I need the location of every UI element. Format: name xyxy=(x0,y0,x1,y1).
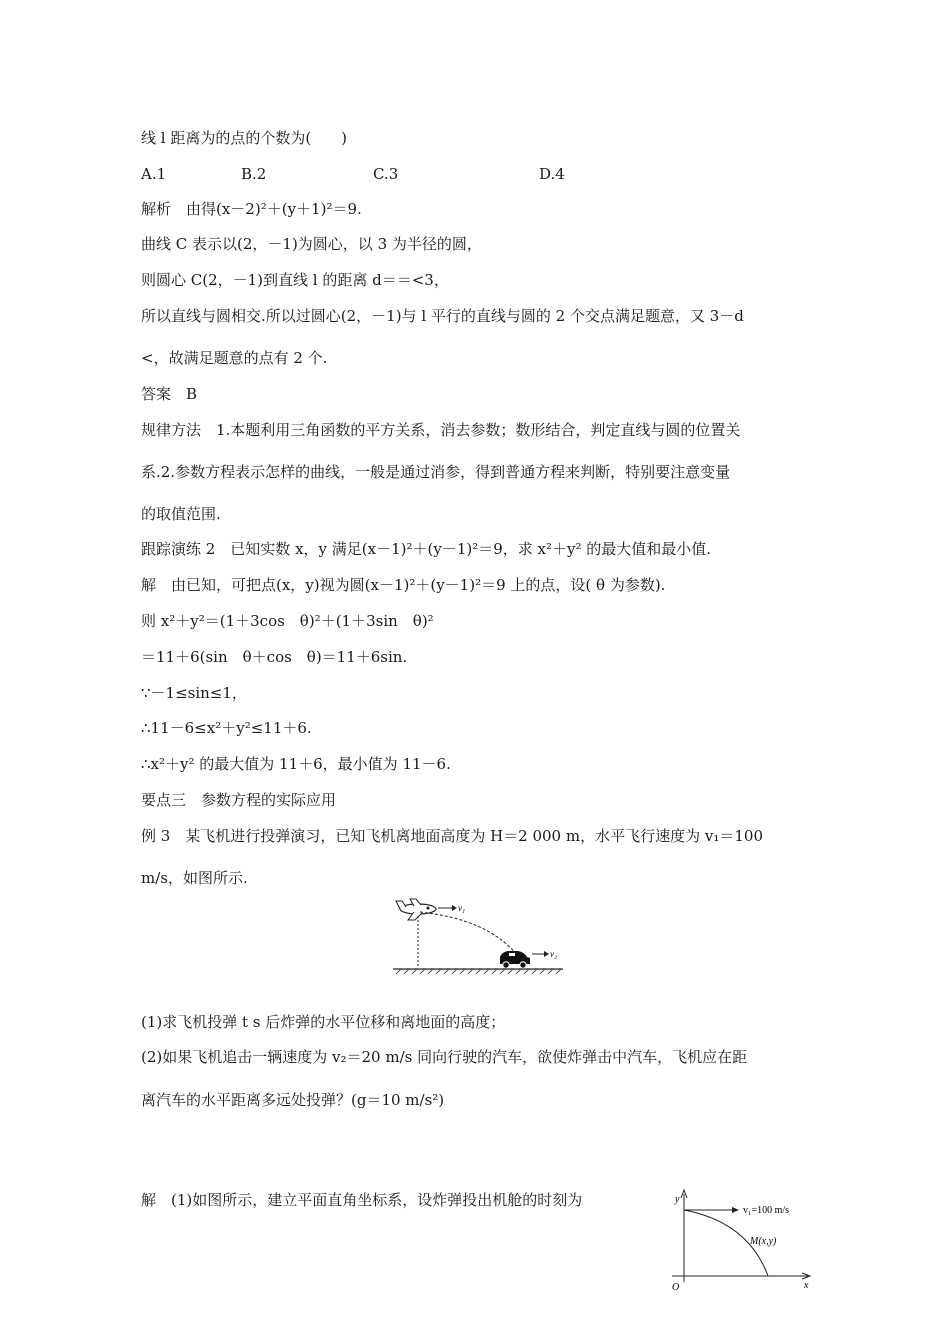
solution-line: ＝11＋6(sin θ＋cos θ)＝11＋6sin. xyxy=(141,648,408,666)
option-b: B.2 xyxy=(241,165,267,183)
velocity-label: v₁=100 m/s xyxy=(743,1205,790,1216)
v1-label: v₁ xyxy=(458,903,466,913)
question-part-2: (2)如果飞机追击一辆速度为 v₂＝20 m/s 同向行驶的汽车，欲使炸弹击中汽车，飞机应在距 xyxy=(141,1048,748,1066)
exercise-line: 跟踪演练 2 已知实数 x，y 满足(x－1)²＋(y－1)²＝9，求 x²＋y² 的最大值和最小值. xyxy=(141,540,712,558)
analysis-line: 则圆心 C(2，－1)到直线 l 的距离 d＝＝<3， xyxy=(141,271,449,289)
v1-arrow-icon xyxy=(438,905,457,911)
airplane-icon xyxy=(396,899,436,920)
option-d: D.4 xyxy=(539,165,565,183)
analysis-line: 解析 由得(x－2)²＋(y＋1)²＝9. xyxy=(141,200,362,218)
option-a: A.1 xyxy=(141,165,167,183)
question-part-2: 离汽车的水平距离多远处投弹？(g＝10 m/s²) xyxy=(141,1091,445,1109)
method-line: 系.2.参数方程表示怎样的曲线，一般是通过消参，得到普通方程来判断，特别要注意变量 xyxy=(141,463,731,481)
option-c: C.3 xyxy=(373,165,399,183)
method-line: 规律方法 1.本题利用三角函数的平方关系，消去参数；数形结合，判定直线与圆的位置关 xyxy=(141,421,741,439)
example-line: 例 3 某飞机进行投弹演习，已知飞机离地面高度为 H＝2 000 m，水平飞行速度为 v₁＝100 xyxy=(141,827,763,845)
origin-label: O xyxy=(672,1282,680,1293)
coordinate-figure xyxy=(668,1186,818,1296)
v2-arrow-icon xyxy=(532,951,549,957)
y-axis-label: y xyxy=(675,1194,680,1205)
solution-line: 解 由已知，可把点(x，y)视为圆(x－1)²＋(y－1)²＝9 上的点，设( θ 为参数). xyxy=(141,576,666,594)
solution-line: ∵－1≤sin≤1， xyxy=(141,684,247,702)
solution-line: 解 (1)如图所示，建立平面直角坐标系，设炸弹投出机舱的时刻为 xyxy=(141,1191,583,1209)
trajectory-curve xyxy=(420,912,518,956)
analysis-line: <，故满足题意的点有 2 个. xyxy=(141,349,328,367)
x-axis-label: x xyxy=(804,1280,809,1291)
bombing-figure xyxy=(388,894,568,978)
section-heading: 要点三 参数方程的实际应用 xyxy=(141,791,337,809)
question-stem: 线 l 距离为的点的个数为( ) xyxy=(141,129,348,147)
question-part-1: (1)求飞机投弹 t s 后炸弹的水平位移和离地面的高度； xyxy=(141,1013,506,1031)
answer-line: 答案 B xyxy=(141,385,198,403)
analysis-line: 所以直线与圆相交.所以过圆心(2，－1)与 l 平行的直线与圆的 2 个交点满足题意，又 3－d xyxy=(141,307,744,325)
method-line: 的取值范围. xyxy=(141,505,221,523)
solution-line: ∴11－6≤x²＋y²≤11＋6. xyxy=(141,719,312,737)
solution-line: 则 x²＋y²＝(1＋3cos θ)²＋(1＋3sin θ)² xyxy=(141,612,434,630)
car-icon xyxy=(500,951,530,968)
solution-line: ∴x²＋y² 的最大值为 11＋6，最小值为 11－6. xyxy=(141,755,451,773)
analysis-line: 曲线 C 表示以(2，－1)为圆心，以 3 为半径的圆， xyxy=(141,235,482,253)
v2-label: v₂ xyxy=(550,949,558,959)
ground-hatch xyxy=(396,969,561,974)
point-label: M(x,y) xyxy=(750,1236,777,1247)
example-line: m/s，如图所示. xyxy=(141,869,248,887)
velocity-arrowhead-icon xyxy=(732,1207,739,1213)
